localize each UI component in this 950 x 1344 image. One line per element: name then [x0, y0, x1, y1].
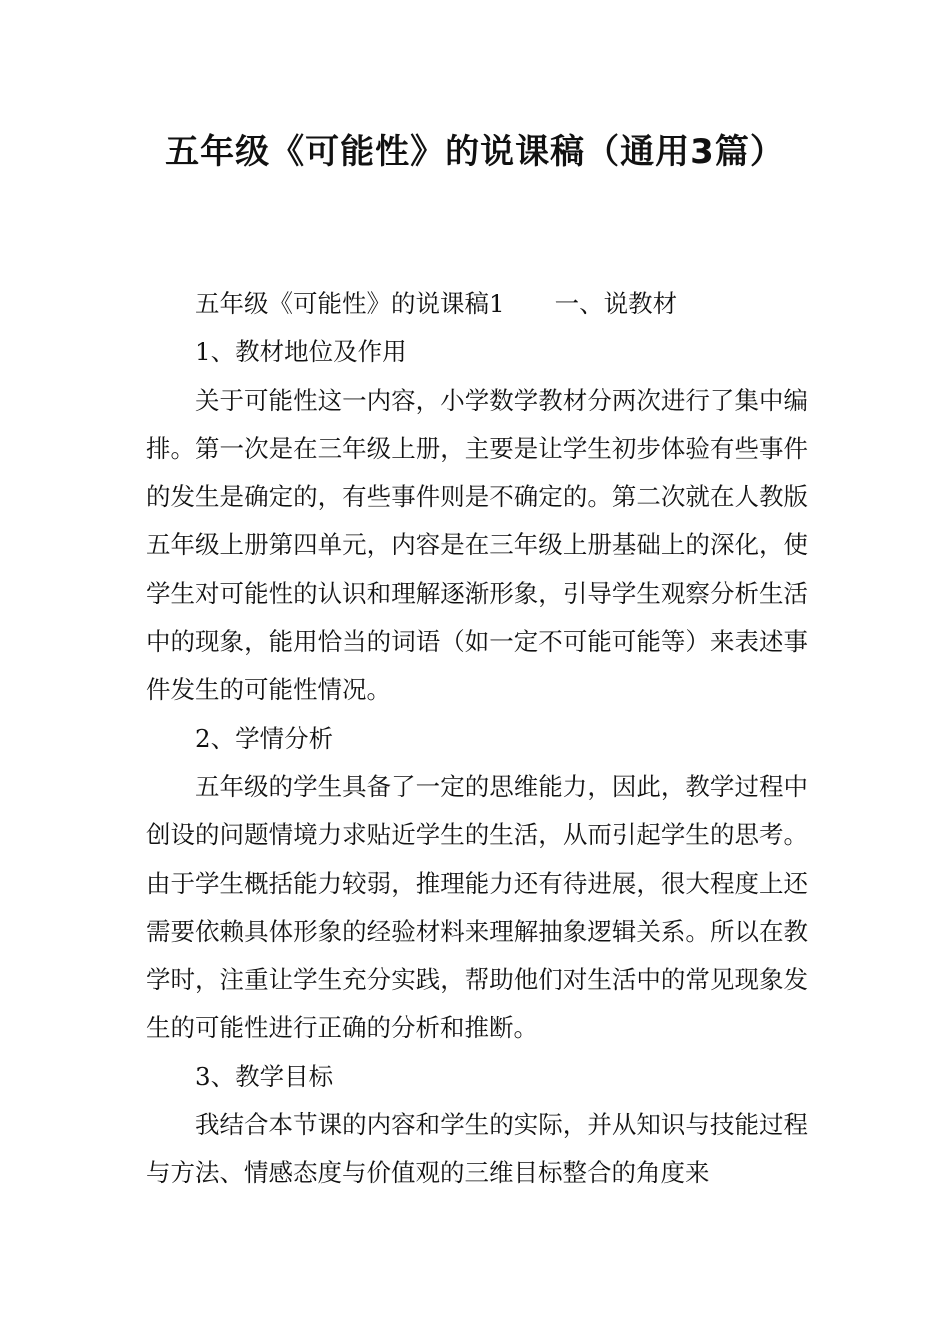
paragraph-heading-line — [146, 280, 808, 328]
paragraph-subheading: 1、教材地位及作用 — [195, 337, 407, 367]
section-subheading: 一、说教材 — [554, 289, 678, 318]
paragraph: 我结合本节课的内容和学生的实际，并从知识与技能过程与方法、情感态度与价值观的三维目标整合的角度来 — [146, 1110, 808, 1188]
section-heading: 五年级《可能性》的说课稿1 — [195, 289, 505, 318]
paragraph-subheading: 2、学情分析 — [195, 723, 334, 753]
paragraph: 关于可能性这一内容，小学数学教材分两次进行了集中编排。第一次是在三年级上册，主要是让学生初步体验有些事件的发生是确定的，有些事件则是不确定的。第二次就在人教版五年级上册第四单元，内容是在三年级上册基础上的深化，使学生对可能性的认识和理解逐渐形象，引导学生观察分析生活中的现象，能用恰当的词语（如一定不可能可能等）来表述事件发生的可能性情况。 — [146, 385, 808, 705]
paragraph-subheading: 3、教学目标 — [195, 1061, 334, 1091]
document-title: 五年级《可能性》的说课稿（通用3篇） — [165, 132, 785, 172]
document-body — [146, 280, 808, 1198]
paragraph: 五年级的学生具备了一定的思维能力，因此，教学过程中创设的问题情境力求贴近学生的生活，从而引起学生的思考。由于学生概括能力较弱，推理能力还有待进展，很大程度上还需要依赖具体形象的经验材料来理解抽象逻辑关系。所以在教学时，注重让学生充分实践，帮助他们对生活中的常见现象发生的可能性进行正确的分析和推断。 — [146, 771, 808, 1043]
